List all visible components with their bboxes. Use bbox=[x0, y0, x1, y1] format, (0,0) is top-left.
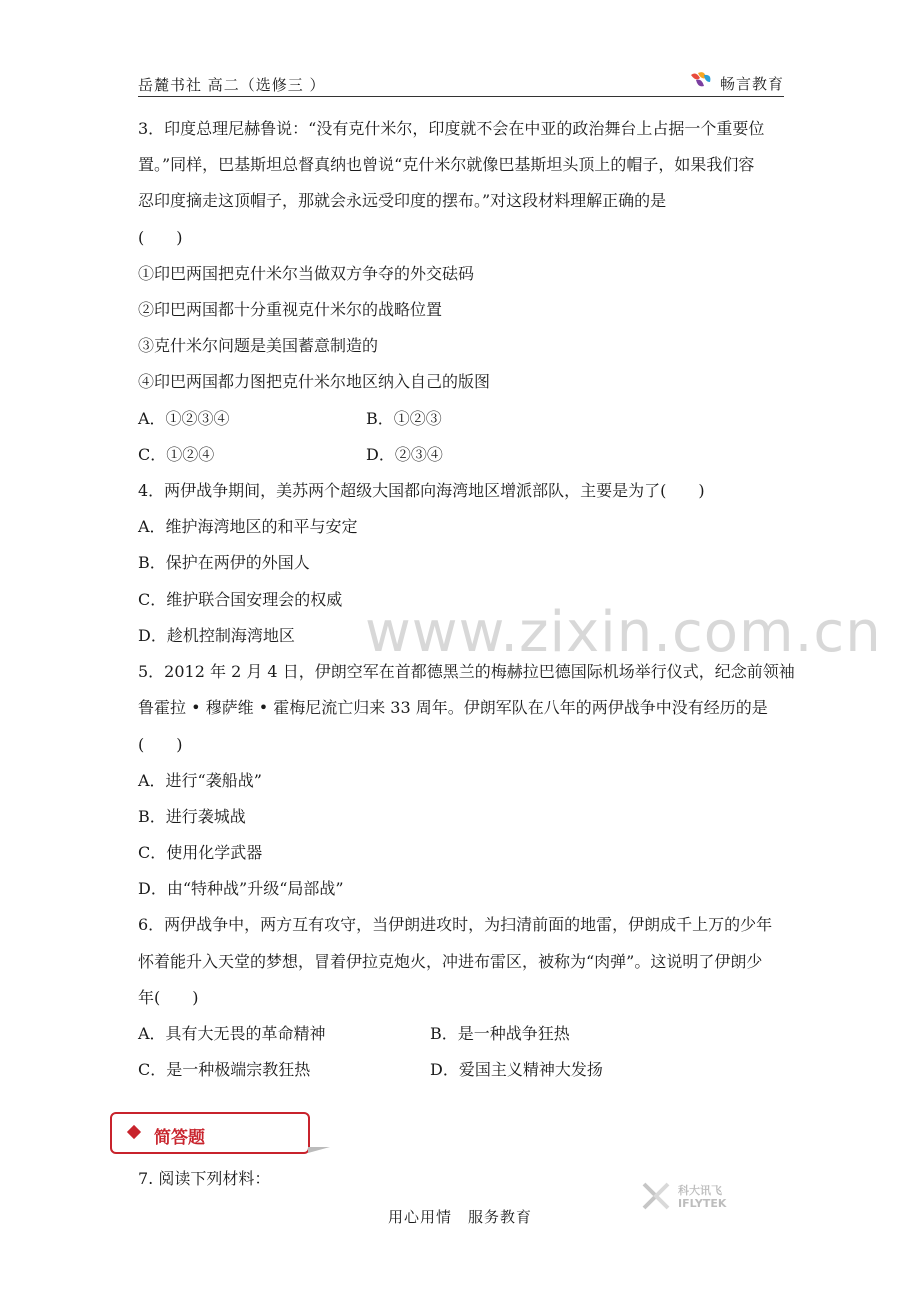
q5-option-a: A．进行“袭船战” bbox=[138, 771, 262, 790]
diamond-icon bbox=[127, 1125, 141, 1139]
q5-option-c: C．使用化学武器 bbox=[138, 843, 263, 862]
q4-option-d: D．趁机控制海湾地区 bbox=[138, 626, 295, 645]
q3-option-d: D．②③④ bbox=[366, 445, 443, 464]
q6-option-c: C．是一种极端宗教狂热 bbox=[138, 1060, 311, 1079]
q5-line-2: 鲁霍拉 • 穆萨维 • 霍梅尼流亡归来 33 周年。伊朗军队在八年的两伊战争中没有经历的是 bbox=[138, 698, 768, 717]
page-header bbox=[138, 70, 784, 97]
q5-option-b: B．进行袭城战 bbox=[138, 807, 246, 826]
q6-line-3: 年( ) bbox=[138, 988, 199, 1007]
header-title: 岳麓书社 高二（选修三 ） bbox=[138, 76, 326, 94]
q3-item-1: ①印巴两国把克什米尔当做双方争夺的外交砝码 bbox=[138, 264, 475, 283]
q3-item-3: ③克什米尔问题是美国蓄意制造的 bbox=[138, 336, 379, 355]
q3-option-c: C．①②④ bbox=[138, 445, 215, 464]
q3-option-b: B．①②③ bbox=[366, 409, 442, 428]
iflytek-en: IFLYTEK bbox=[678, 1197, 727, 1210]
q4-stem: 4．两伊战争期间，美苏两个超级大国都向海湾地区增派部队，主要是为了( ) bbox=[138, 481, 705, 500]
q3-line-1: 3．印度总理尼赫鲁说：“没有克什米尔，印度就不会在中亚的政治舞台上占据一个重要位 bbox=[138, 119, 765, 138]
q6-line-2: 怀着能升入天堂的梦想，冒着伊拉克炮火，冲进布雷区，被称为“肉弹”。这说明了伊朗少 bbox=[138, 952, 763, 971]
page-footer: 用心用情 服务教育 bbox=[387, 1208, 532, 1226]
q3-option-a: A．①②③④ bbox=[138, 409, 230, 428]
section-header-tail bbox=[308, 1147, 330, 1153]
header-brand-name: 畅言教育 bbox=[719, 74, 784, 93]
q3-line-2: 置。”同样，巴基斯坦总督真纳也曾说“克什米尔就像巴基斯坦头顶上的帽子，如果我们容 bbox=[138, 155, 755, 174]
q6-option-d: D．爱国主义精神大发扬 bbox=[430, 1060, 603, 1079]
header-brand-group bbox=[688, 70, 784, 96]
q3-item-4: ④印巴两国都力图把克什米尔地区纳入自己的版图 bbox=[138, 372, 491, 391]
q5-line-1: 5．2012 年 2 月 4 日，伊朗空军在首都德黑兰的梅赫拉巴德国际机场举行仪式，纪念前领袖 bbox=[138, 662, 795, 681]
q4-option-c: C．维护联合国安理会的权威 bbox=[138, 590, 343, 609]
q4-option-a: A．维护海湾地区的和平与安定 bbox=[138, 517, 358, 536]
q6-option-a: A．具有大无畏的革命精神 bbox=[138, 1024, 326, 1043]
q5-paren: ( ) bbox=[138, 735, 183, 754]
q6-option-b: B．是一种战争狂热 bbox=[430, 1024, 570, 1043]
q3-item-2: ②印巴两国都十分重视克什米尔的战略位置 bbox=[138, 300, 443, 319]
watermark: www.zixin.com.cn bbox=[365, 600, 882, 665]
q4-option-b: B．保护在两伊的外国人 bbox=[138, 553, 310, 572]
section-title: 简答题 bbox=[154, 1128, 205, 1148]
iflytek-cn: 科大讯飞 bbox=[678, 1184, 722, 1197]
q3-line-3: 忍印度摘走这顶帽子，那就会永远受印度的摆布。”对这段材料理解正确的是 bbox=[138, 191, 667, 210]
q3-paren: ( ) bbox=[138, 228, 183, 247]
q5-option-d: D．由“特种战”升级“局部战” bbox=[138, 879, 344, 898]
q7-stem: 7. 阅读下列材料： bbox=[138, 1169, 271, 1188]
section-header-box bbox=[110, 1112, 310, 1154]
q6-line-1: 6．两伊战争中，两方互有攻守，当伊朗进攻时，为扫清前面的地雷，伊朗成千上万的少年 bbox=[138, 915, 773, 934]
changyan-logo-icon bbox=[688, 70, 716, 96]
